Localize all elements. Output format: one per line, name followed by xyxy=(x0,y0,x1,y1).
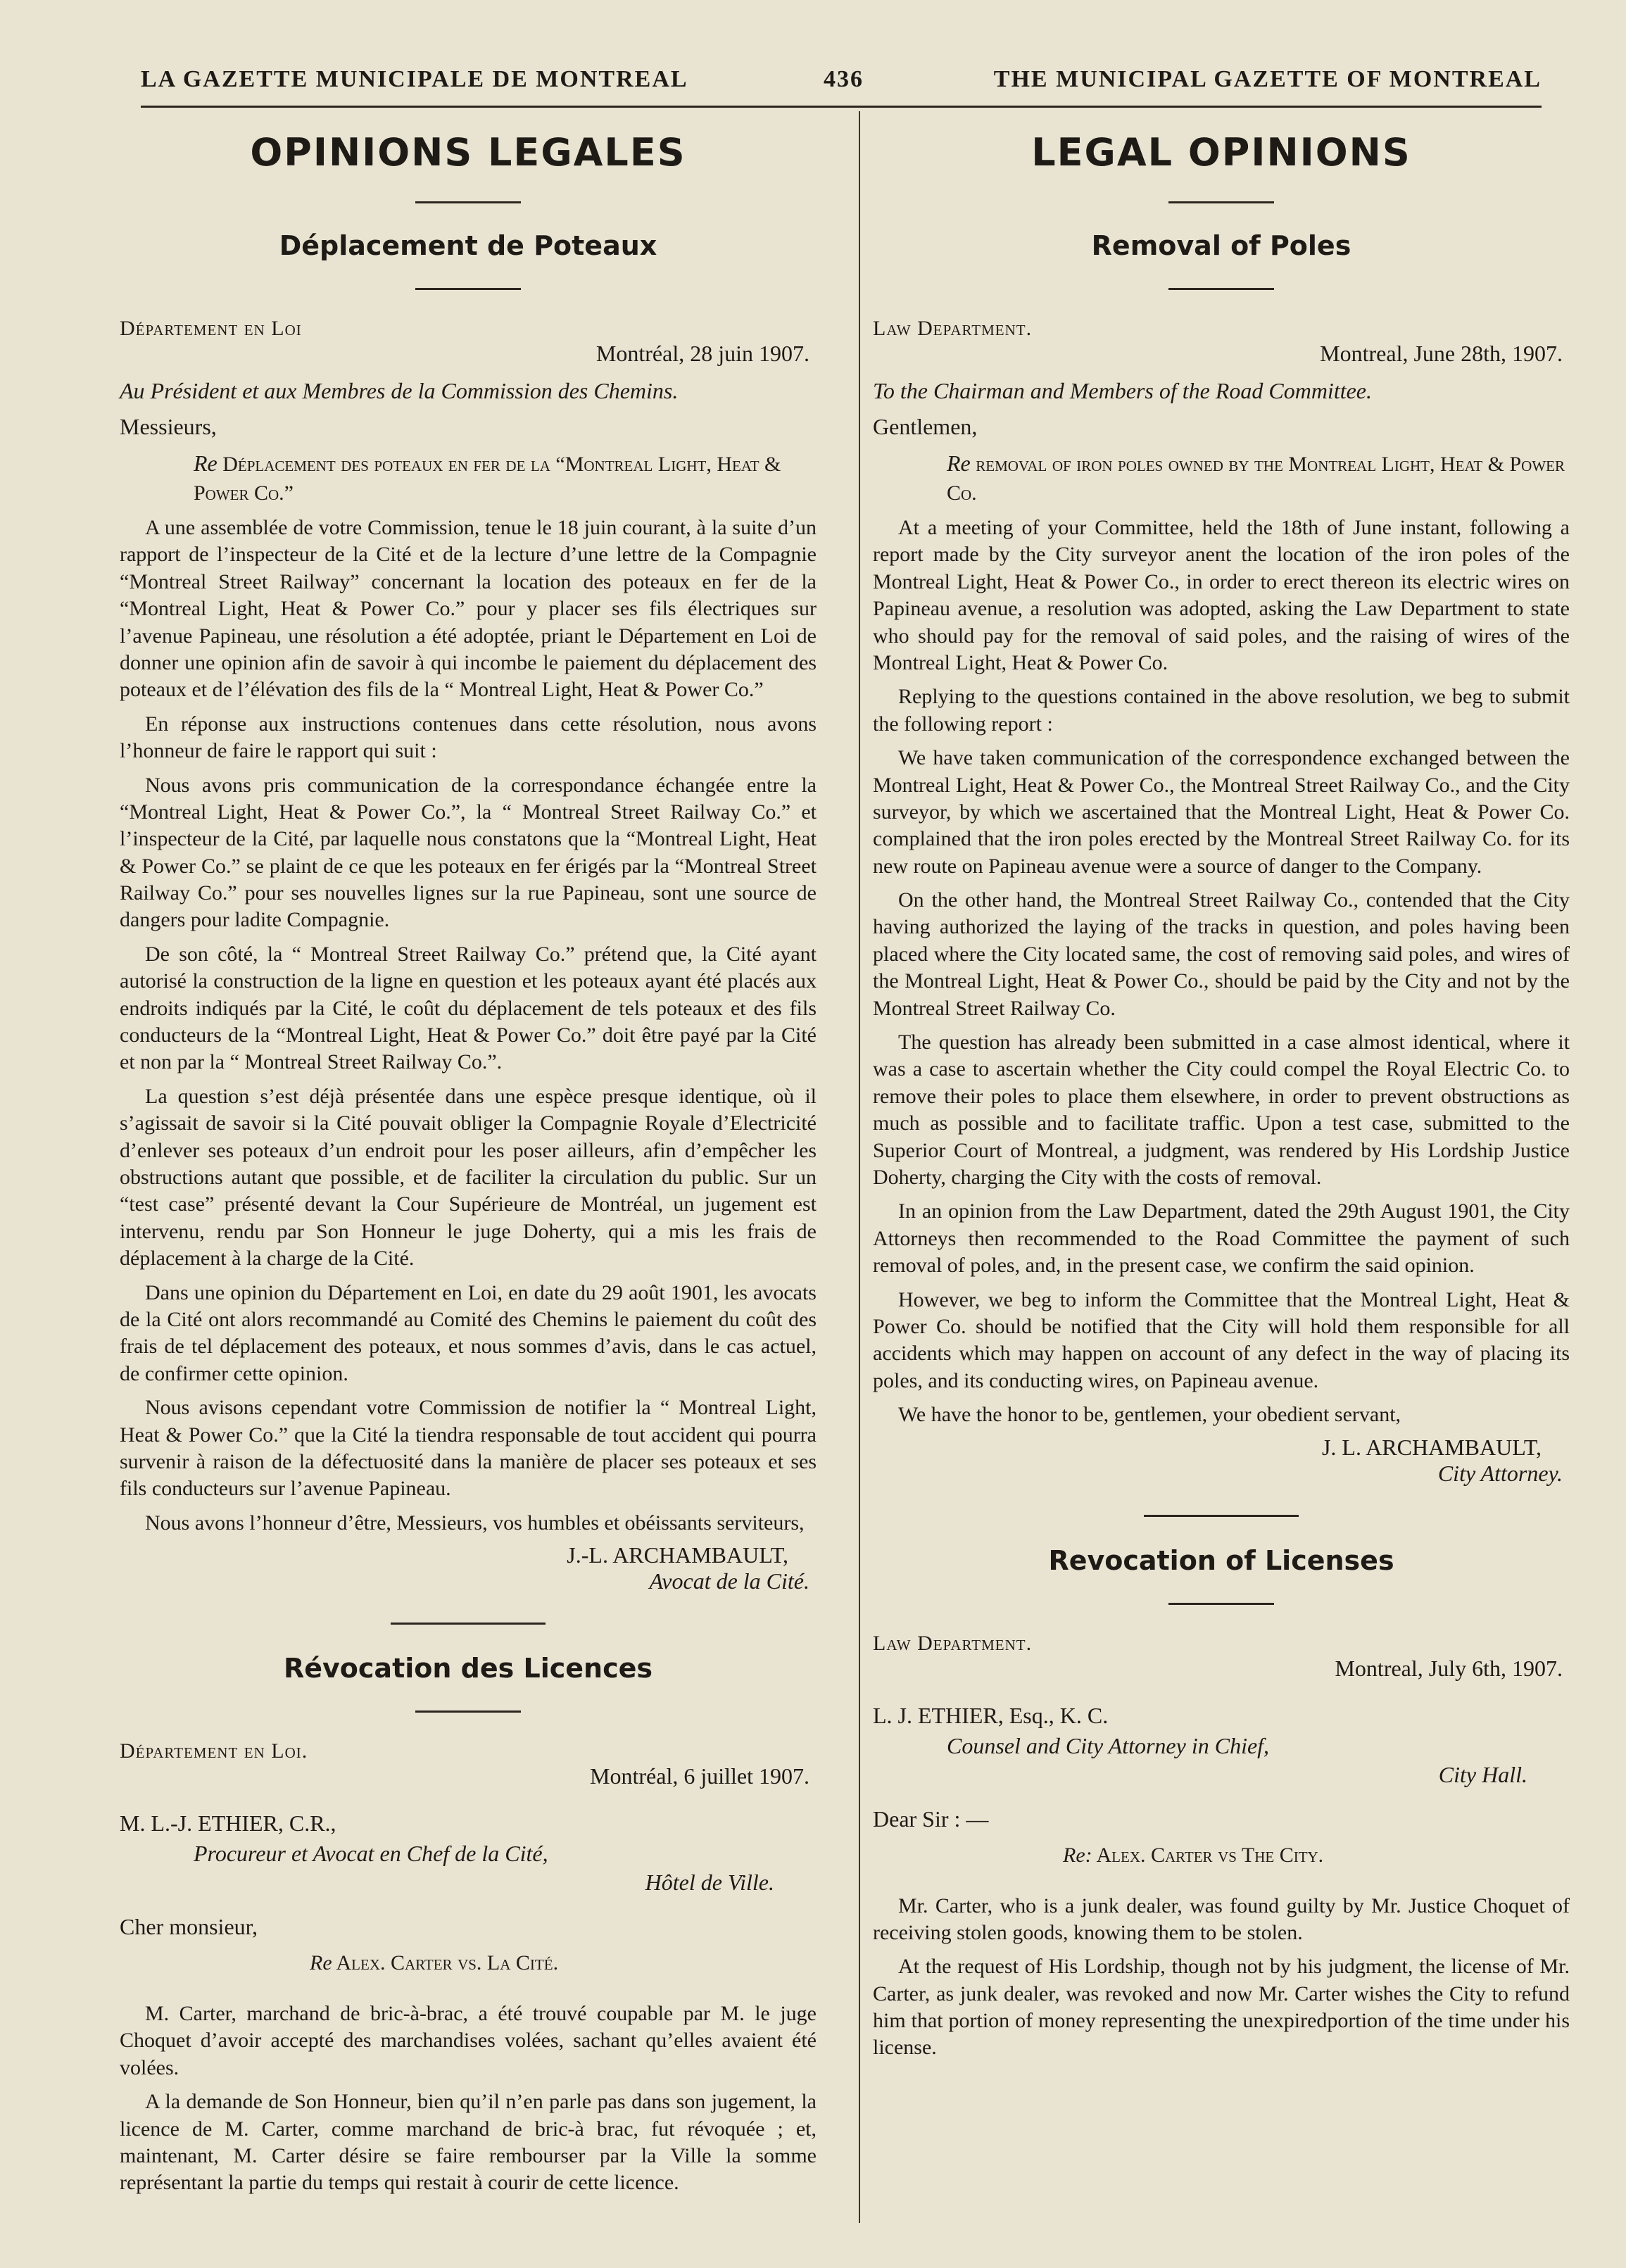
paragraph: At the request of His Lordship, though not by his judgment, the license of Mr. Carter, as junk dealer, was revoked and now Mr. Carter wishes the City to refund him that portion of money representing the unexpiredportion of the time under his license. xyxy=(873,1955,1570,2060)
english-section2-dept: Law Department. xyxy=(873,1631,1033,1655)
paragraph: Nous avons pris communication de la correspondance échangée entre la “Montreal Light, Heat & Power Co.”, la “ Montreal Street Railway Co.” et l’inspecteur de la Cité, par laquelle nous constatons que la “Montreal Light, Heat & Power Co.” se plaint de ce que les poteaux en fer érigés par la “Montreal Street Railway Co.” pour ses nouvelles lignes sur la rue Papineau, sont une source de dangers pour ladite Compagnie. xyxy=(120,773,817,932)
english-signature-role: City Attorney. xyxy=(1437,1460,1563,1486)
english-signature: J. L. ARCHAMBAULT, xyxy=(1321,1434,1542,1460)
title-rule xyxy=(415,201,521,203)
paragraph: A la demande de Son Honneur, bien qu’il n’en parle pas dans son jugement, la licence de M. Carter, comme marchand de bric-à brac, fut révoquée ; et, maintenant, M. Carter désire se faire rembourser par la Ville la somme représentant la partie du temps qui restait à courir de cette licence. xyxy=(120,2090,817,2195)
paragraph: However, we beg to inform the Committee that the Montreal Light, Heat & Power Co. should be notified that the City will hold them responsible for all accidents which may happen on account of any defect in the way of placing its poles, and its conducting wires, on Papineau avenue. xyxy=(873,1287,1570,1392)
paragraph: A une assemblée de votre Commission, tenue le 18 juin courant, à la suite d’un rapport de l’inspecteur de la Cité et de la lecture d’une lettre de la Compagnie “Montreal Street Railway” concernant la location des poteaux en fer de la “Montreal Light, Heat & Power Co.” pour y placer ses fils électriques sur l’avenue Papineau, une résolution a été adoptée, priant le Département en Loi de donner une opinion afin de savoir à qui incombe le paiement du déplacement des poteaux et de l’élévation des fils de la “ Montreal Light, Heat & Power Co.” xyxy=(120,516,817,702)
paragraph: In an opinion from the Law Department, dated the 29th August 1901, the City Attorneys then recommended to the Road Committee the payment of such removal of poles, and, in the present case, we confirm the said opinion. xyxy=(873,1199,1570,1278)
french-section1-re-line xyxy=(120,448,817,508)
english-section2-salutation: Dear Sir : — xyxy=(873,1806,989,1832)
english-main-title: LEGAL OPINIONS xyxy=(1031,130,1411,175)
column-divider xyxy=(859,111,860,2223)
subtitle-rule xyxy=(415,1711,521,1713)
re-text: removal of iron poles owned by the Montreal Light, Heat & Power Co. xyxy=(947,453,1565,505)
section-separator xyxy=(1144,1515,1299,1517)
paragraph: We have the honor to be, gentlemen, your obedient servant, xyxy=(898,1403,1401,1427)
re-text: Alex. Carter vs. La Cité. xyxy=(336,1951,559,1975)
title-rule xyxy=(1168,201,1274,203)
section-separator xyxy=(391,1623,546,1625)
subtitle-rule xyxy=(415,288,521,290)
re-label: Re xyxy=(194,451,218,476)
english-section2-person: L. J. ETHIER, Esq., K. C. xyxy=(873,1702,1109,1728)
english-section2-date: Montreal, July 6th, 1907. xyxy=(1335,1655,1563,1681)
running-header xyxy=(141,62,1542,104)
english-section1-addressee: To the Chairman and Members of the Road Committee. xyxy=(873,378,1372,403)
english-section1-dept: Law Department. xyxy=(873,317,1033,340)
subtitle-rule xyxy=(1168,1603,1274,1605)
re-label: Re xyxy=(310,1951,332,1975)
french-section2-subtitle: Révocation des Licences xyxy=(284,1653,653,1684)
paragraph: M. Carter, marchand de bric-à-brac, a été trouvé coupable par M. le juge Choquet d’avoir accepté des marchandises volées, sachant qu’elles avaient été volées. xyxy=(120,2002,817,2079)
header-english-title: THE MUNICIPAL GAZETTE OF MONTREAL xyxy=(993,66,1542,92)
french-section2-salutation: Cher monsieur, xyxy=(120,1914,258,1940)
paragraph: Replying to the questions contained in the above resolution, we beg to submit the following report : xyxy=(873,685,1570,736)
re-label: Re: xyxy=(1063,1843,1092,1867)
paragraph: On the other hand, the Montreal Street Railway Co., contended that the City having authorized the laying of the tracks in question, and poles having been placed where the City located same, the cost of removing said poles, and wires of the Montreal Light, Heat & Power Co., should be paid by the City and not by the Montreal Street Railway Co. xyxy=(873,888,1570,1020)
english-section1-re-line xyxy=(873,448,1570,508)
french-signature-role: Avocat de la Cité. xyxy=(649,1568,809,1594)
paragraph: We have taken communication of the correspondence exchanged between the Montreal Light, Heat & Power Co., the Montreal Street Railway Co., and the City surveyor, by which we ascertained that the Montreal Light, Heat & Power Co. complained that the iron poles erected by the Montreal Street Railway Co. for its new route on Papineau avenue were a source of danger to the Company. xyxy=(873,746,1570,878)
paragraph: Nous avisons cependant votre Commission de notifier la “ Montreal Light, Heat & Power Co.” que la Cité la tiendra responsable de tout accident qui pourra survenir à raison de la défectuosité dans la manière de placer ses poteaux et ses fils conducteurs sur l’avenue Papineau. xyxy=(120,1396,817,1501)
french-section2-role: Procureur et Avocat en Chef de la Cité, xyxy=(194,1841,548,1867)
english-section2-subtitle: Revocation of Licenses xyxy=(1048,1544,1394,1576)
paragraph: At a meeting of your Committee, held the 18th of June instant, following a report made by the City surveyor anent the location of the iron poles of the Montreal Light, Heat & Power Co., in order to erect thereon its electric wires on Papineau avenue, a resolution was adopted, asking the Law Department to state who should pay for the removal of said poles, and the raising of wires of the Montreal Light, Heat & Power Co. xyxy=(873,516,1570,674)
french-signature: J.-L. ARCHAMBAULT, xyxy=(567,1542,788,1568)
paragraph: Mr. Carter, who is a junk dealer, was found guilty by Mr. Justice Choquet of receiving stolen goods, knowing them to be stolen. xyxy=(873,1894,1570,1944)
header-rule xyxy=(141,106,1542,108)
paragraph: En réponse aux instructions contenues dans cette résolution, nous avons l’honneur de faire le rapport qui suit : xyxy=(120,712,817,763)
english-section2-role: Counsel and City Attorney in Chief, xyxy=(947,1732,1270,1758)
french-section1-subtitle: Déplacement de Poteaux xyxy=(279,230,657,261)
french-section2-person: M. L.-J. ETHIER, C.R., xyxy=(120,1810,336,1837)
french-main-title: OPINIONS LEGALES xyxy=(250,130,686,175)
french-section2-dept: Département en Loi. xyxy=(120,1739,308,1763)
french-section1-salutation: Messieurs, xyxy=(120,414,217,439)
page-number: 436 xyxy=(824,66,864,92)
french-column xyxy=(120,120,817,2197)
french-section1-date: Montréal, 28 juin 1907. xyxy=(595,341,809,366)
english-section1-subtitle: Removal of Poles xyxy=(1091,230,1351,261)
paragraph: De son côté, la “ Montreal Street Railway Co.” prétend que, la Cité ayant autorisé la construction de la ligne en question et les poteaux ayant été placés aux endroits indiqués par la Cité, le coût du déplacement de tels poteaux et des fils conducteurs de la “Montreal Light, Heat & Power Co.” doit être payé par la Cité et non par la “ Montreal Street Railway Co.”. xyxy=(120,942,817,1074)
french-section1-addressee: Au Président et aux Membres de la Commission des Chemins. xyxy=(120,378,679,403)
english-section1-salutation: Gentlemen, xyxy=(873,414,978,439)
paragraph: The question has already been submitted in a case almost identical, where it was a case to ascertain whether the City could compel the Royal Electric Co. to remove their poles to place them elsewhere, in order to prevent obstructions as much as possible and to facilitate traffic. Upon a test case, submitted to the Superior Court of Montreal, a judgment, was rendered by His Lordship Justice Doherty, charging the City with the costs of removal. xyxy=(873,1031,1570,1189)
subtitle-rule xyxy=(1168,288,1274,290)
french-section2-location: Hôtel de Ville. xyxy=(645,1870,774,1896)
paragraph: La question s’est déjà présentée dans une espèce presque identique, où il s’agissait de savoir si la Cité pouvait obliger la Compagnie Royale d’Electricité d’enlever ses poteaux d’un endroit pour les poser ailleurs, afin d’empêcher les obstructions autant que possible, et de faciliter la circulation du public. Sur un “test case” présenté devant la Cour Supérieure de Montréal, un jugement est intervenu, rendu par Son Honneur le juge Doherty, qui a mis les frais de déplacement à la charge de la Cité. xyxy=(120,1084,817,1271)
english-section2-re-line xyxy=(873,1844,1570,1867)
french-section2-date: Montréal, 6 juillet 1907. xyxy=(590,1763,809,1789)
re-label: Re xyxy=(947,451,971,476)
paragraph: Nous avons l’honneur d’être, Messieurs, vos humbles et obéissants serviteurs, xyxy=(145,1511,805,1535)
re-text: Alex. Carter vs The City. xyxy=(1096,1843,1324,1867)
english-column xyxy=(873,120,1570,2062)
paragraph: Dans une opinion du Département en Loi, en date du 29 août 1901, les avocats de la Cité ont alors recommandé au Comité des Chemins le paiement du coût des frais de tel déplacement des poteaux, et nous sommes d’avis, dans le cas actuel, de confirmer cette opinion. xyxy=(120,1280,817,1385)
english-section1-date: Montreal, June 28th, 1907. xyxy=(1320,341,1563,366)
re-text: Déplacement des poteaux en fer de la “Montreal Light, Heat & Power Co.” xyxy=(194,453,781,505)
header-french-title: LA GAZETTE MUNICIPALE DE MONTREAL xyxy=(141,66,688,92)
english-section2-location: City Hall. xyxy=(1438,1761,1527,1787)
french-section1-dept: Département en Loi xyxy=(120,317,302,340)
french-section2-re-line xyxy=(120,1951,817,1975)
